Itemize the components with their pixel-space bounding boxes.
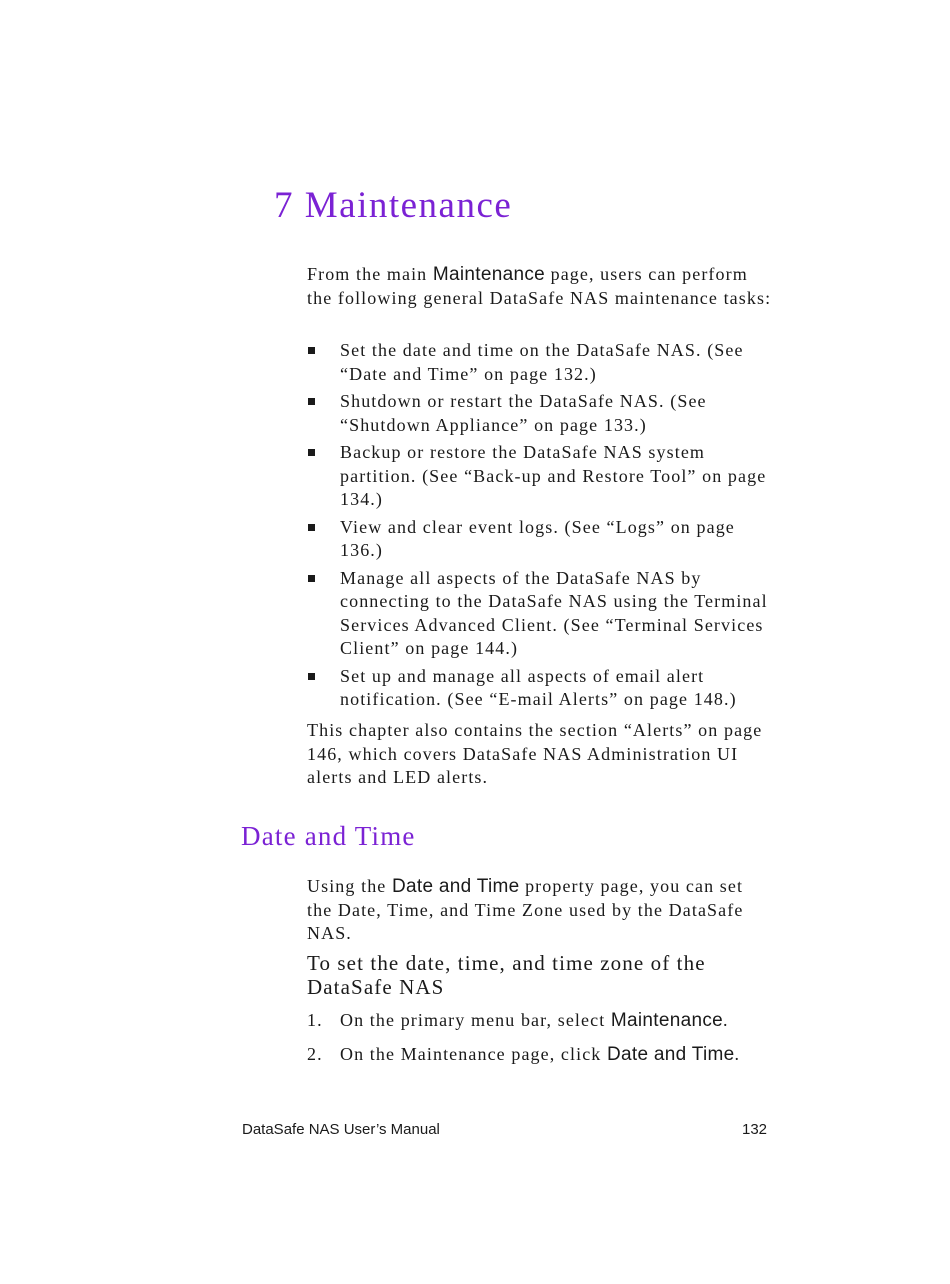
square-bullet-icon — [308, 524, 315, 531]
list-item — [307, 567, 777, 661]
list-item — [307, 390, 777, 437]
list-item — [307, 339, 777, 386]
task-text: Backup or restore the DataSafe NAS system partition. (See “Back-up and Restore Tool” on page 134.) — [340, 442, 767, 509]
chapter-title: 7 Maintenance — [274, 185, 513, 226]
intro-ui-term: Maintenance — [432, 264, 545, 285]
section-intro-after: property page, you can set the Date, Time, and Time Zone used by the DataSafe NAS. — [307, 876, 744, 943]
square-bullet-icon — [308, 673, 315, 680]
intro-text-before: From the main — [307, 264, 433, 284]
section-heading: Date and Time — [241, 821, 416, 851]
step-item — [307, 1008, 777, 1033]
section-intro-paragraph — [307, 875, 772, 946]
chapter-summary-paragraph: This chapter also contains the section “Alerts” on page 146, which covers DataSafe NAS Administration UI alerts and LED alerts. — [307, 720, 763, 787]
intro-paragraph — [307, 263, 772, 310]
square-bullet-icon — [308, 398, 315, 405]
step-number: 1. — [307, 1010, 323, 1030]
step-text-before: On the primary menu bar, select — [340, 1010, 611, 1030]
footer-page-number: 132 — [742, 1121, 768, 1138]
step-number: 2. — [307, 1044, 323, 1064]
task-text: Set up and manage all aspects of email alert notification. (See “E-mail Alerts” on page 148.) — [340, 665, 737, 709]
footer-manual-title: DataSafe NAS User’s Manual — [242, 1121, 440, 1138]
task-text: View and clear event logs. (See “Logs” on page 136.) — [340, 516, 735, 560]
procedure-steps — [307, 1008, 777, 1076]
procedure-heading: To set the date, time, and time zone of the DataSafe NAS — [307, 951, 706, 999]
task-text: Shutdown or restart the DataSafe NAS. (See “Shutdown Appliance” on page 133.) — [340, 391, 707, 435]
section-intro-term: Date and Time — [392, 876, 520, 897]
step-ui-term: Date and Time — [607, 1044, 735, 1065]
list-item — [307, 516, 777, 563]
square-bullet-icon — [308, 575, 315, 582]
square-bullet-icon — [308, 449, 315, 456]
step-text-after: . — [734, 1044, 741, 1064]
section-intro-before: Using the — [307, 876, 392, 896]
task-text: Set the date and time on the DataSafe NAS. (See “Date and Time” on page 132.) — [340, 340, 744, 384]
step-text-after: . — [723, 1010, 729, 1030]
list-item — [307, 441, 777, 512]
task-list — [307, 339, 777, 716]
step-item — [307, 1042, 777, 1067]
list-item — [307, 665, 777, 712]
task-text: Manage all aspects of the DataSafe NAS by connecting to the DataSafe NAS using the Terminal Services Advanced Client. (See “Terminal Services Client” on page 144.) — [340, 567, 768, 658]
step-text-before: On the Maintenance page, click — [340, 1044, 608, 1064]
step-ui-term: Maintenance — [610, 1010, 724, 1031]
intro-text-after: page, users can perform the following general DataSafe NAS maintenance tasks: — [307, 264, 772, 308]
square-bullet-icon — [308, 347, 315, 354]
